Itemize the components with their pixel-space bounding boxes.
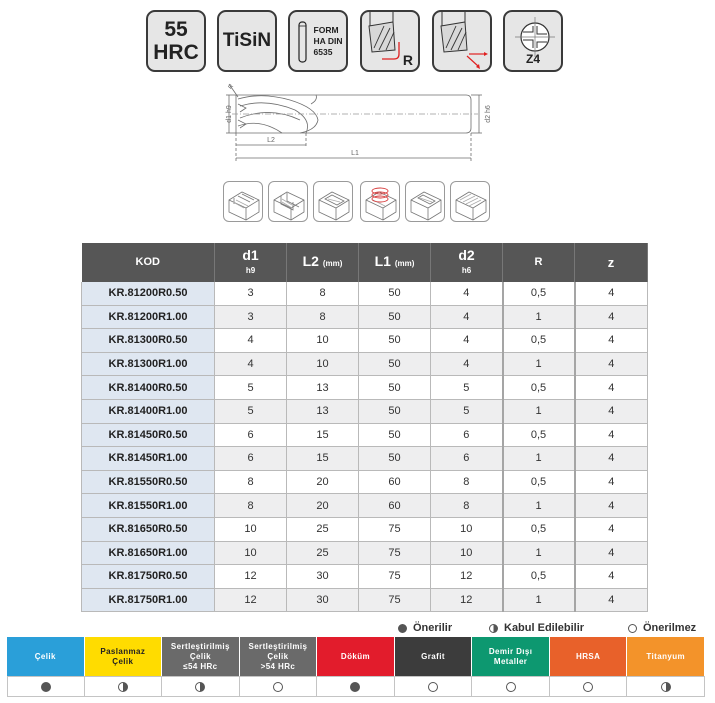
corner-radius-label: R (402, 52, 413, 68)
cell-kod: KR.81450R0.50 (82, 423, 215, 447)
empty-circle-icon (428, 682, 438, 692)
header-d2 (431, 243, 503, 282)
header-z: z (575, 243, 648, 282)
product-spec-table (81, 243, 648, 612)
cell-z: 4 (575, 376, 648, 400)
header-d2-tolerance: h6 (461, 265, 472, 275)
cell-z: 4 (575, 588, 648, 612)
radius-label: R (227, 83, 236, 91)
cell-kod: KR.81550R1.00 (82, 494, 215, 518)
cell-d2: 12 (431, 588, 503, 612)
material-header: Çelik (7, 637, 85, 676)
half-circle-icon (195, 682, 205, 692)
cell-l1: 75 (359, 588, 431, 612)
face-milling-icon (450, 181, 490, 222)
table-row (82, 423, 648, 447)
cell-l1: 75 (359, 517, 431, 541)
plunge-milling-icon (405, 181, 445, 222)
cell-d1: 10 (215, 541, 287, 565)
cell-d2: 10 (431, 517, 503, 541)
header-l1 (359, 243, 431, 282)
table-header-row (82, 243, 648, 282)
header-kod: KOD (82, 243, 215, 282)
material-rating-cell (85, 676, 163, 697)
cell-d1: 12 (215, 565, 287, 589)
table-row (82, 565, 648, 589)
cell-l1: 50 (359, 399, 431, 423)
table-row (82, 588, 648, 612)
cell-d2: 5 (431, 399, 503, 423)
full-circle-icon (398, 624, 407, 633)
cell-d2: 8 (431, 470, 503, 494)
cell-l1: 50 (359, 352, 431, 376)
header-l2 (287, 243, 359, 282)
half-circle-icon (118, 682, 128, 692)
header-d1-label: d1 (242, 246, 259, 263)
header-d1-tolerance: h9 (245, 265, 256, 275)
shank-form-badge (288, 10, 348, 72)
coating-badge (217, 10, 277, 72)
legend-not-recommended-label: Önerilmez (643, 622, 697, 634)
cell-d1: 8 (215, 470, 287, 494)
hardness-unit: HRC (153, 41, 199, 64)
cell-z: 4 (575, 282, 648, 305)
cell-l2: 20 (287, 494, 359, 518)
table-row (82, 399, 648, 423)
cell-kod: KR.81300R1.00 (82, 352, 215, 376)
cell-d2: 6 (431, 423, 503, 447)
milling-direction-badge (432, 10, 492, 72)
flutes-label: Z4 (525, 52, 540, 66)
cell-d2: 4 (431, 305, 503, 329)
cell-d1: 6 (215, 423, 287, 447)
cell-d1: 12 (215, 588, 287, 612)
helical-milling-icon (360, 181, 400, 222)
cell-z: 4 (575, 352, 648, 376)
cell-z: 4 (575, 399, 648, 423)
cell-z: 4 (575, 447, 648, 471)
cell-l1: 50 (359, 329, 431, 353)
cell-z: 4 (575, 517, 648, 541)
header-d2-label: d2 (458, 246, 475, 263)
cell-l1: 60 (359, 470, 431, 494)
d2-label: d2 h6 (485, 105, 492, 123)
material-rating-cell (550, 676, 628, 697)
pocket-milling-icon (313, 181, 353, 222)
cell-d1: 3 (215, 305, 287, 329)
cell-d2: 8 (431, 494, 503, 518)
material-header: HRSA (550, 637, 628, 676)
cell-l1: 50 (359, 282, 431, 305)
cell-kod: KR.81750R1.00 (82, 588, 215, 612)
cell-z: 4 (575, 565, 648, 589)
cell-r: 0,5 (503, 517, 575, 541)
material-rating-cell (240, 676, 318, 697)
cell-d2: 10 (431, 541, 503, 565)
cell-kod: KR.81450R1.00 (82, 447, 215, 471)
cell-d1: 6 (215, 447, 287, 471)
slot-milling-icon (268, 181, 308, 222)
material-header: Sertleştirilmiş Çelik ≤54 HRc (162, 637, 240, 676)
header-l2-unit: (mm) (322, 259, 343, 268)
table-row (82, 517, 648, 541)
legend-acceptable-label: Kabul Edilebilir (504, 622, 585, 634)
half-circle-icon (661, 682, 671, 692)
cell-l2: 30 (287, 588, 359, 612)
cell-r: 0,5 (503, 376, 575, 400)
coating-label: TiSiN (222, 30, 272, 51)
cell-r: 0,5 (503, 329, 575, 353)
cell-r: 0,5 (503, 423, 575, 447)
cell-r: 1 (503, 305, 575, 329)
half-circle-icon (489, 624, 498, 633)
cell-kod: KR.81650R1.00 (82, 541, 215, 565)
cell-r: 1 (503, 588, 575, 612)
cell-d1: 8 (215, 494, 287, 518)
cell-z: 4 (575, 423, 648, 447)
l1-label: L1 (351, 150, 359, 157)
header-l2-label: L2 (302, 253, 319, 269)
header-d1 (215, 243, 287, 282)
material-suitability-grid (7, 637, 705, 697)
material-header: Titanyum (627, 637, 705, 676)
form-line3: 6535 (313, 46, 333, 57)
cell-z: 4 (575, 305, 648, 329)
hardness-badge (146, 10, 206, 72)
cell-kod: KR.81650R0.50 (82, 517, 215, 541)
cell-r: 1 (503, 352, 575, 376)
table-row (82, 305, 648, 329)
cell-l2: 25 (287, 517, 359, 541)
cell-l1: 50 (359, 447, 431, 471)
material-header: Demir Dışı Metaller (472, 637, 550, 676)
hardness-value: 55 (164, 18, 188, 41)
cell-d1: 5 (215, 399, 287, 423)
cell-z: 4 (575, 329, 648, 353)
table-row (82, 352, 648, 376)
table-row (82, 282, 648, 305)
side-milling-cutter-icon (434, 12, 494, 74)
table-row (82, 494, 648, 518)
full-circle-icon (41, 682, 51, 692)
cell-d2: 4 (431, 352, 503, 376)
cell-l2: 13 (287, 399, 359, 423)
cell-z: 4 (575, 541, 648, 565)
cell-z: 4 (575, 470, 648, 494)
empty-circle-icon (506, 682, 516, 692)
material-rating-cell (162, 676, 240, 697)
legend-recommended-label: Önerilir (413, 622, 453, 634)
cylindrical-shank-icon (290, 12, 350, 74)
cell-r: 1 (503, 541, 575, 565)
cell-l2: 8 (287, 305, 359, 329)
material-rating-cell (7, 676, 85, 697)
material-rating-cell (472, 676, 550, 697)
cell-kod: KR.81200R0.50 (82, 282, 215, 305)
corner-radius-badge (360, 10, 420, 72)
cell-d1: 10 (215, 517, 287, 541)
cell-d1: 4 (215, 329, 287, 353)
cell-l2: 15 (287, 447, 359, 471)
cell-l1: 50 (359, 305, 431, 329)
form-line2: HA DIN (313, 35, 343, 46)
empty-circle-icon (628, 624, 637, 633)
full-circle-icon (350, 682, 360, 692)
material-rating-cell (395, 676, 473, 697)
cell-l1: 75 (359, 565, 431, 589)
shoulder-milling-icon (223, 181, 263, 222)
material-header: Sertleştirilmiş Çelik >54 HRc (240, 637, 318, 676)
material-header: Döküm (317, 637, 395, 676)
cell-kod: KR.81550R0.50 (82, 470, 215, 494)
empty-circle-icon (583, 682, 593, 692)
header-r: R (503, 243, 575, 282)
legend-acceptable (489, 620, 584, 636)
table-row (82, 376, 648, 400)
cell-d2: 12 (431, 565, 503, 589)
d1-label: d1 h9 (226, 105, 233, 123)
cell-d2: 5 (431, 376, 503, 400)
cell-r: 1 (503, 399, 575, 423)
cell-l2: 10 (287, 329, 359, 353)
cell-l1: 75 (359, 541, 431, 565)
cell-d2: 4 (431, 282, 503, 305)
cell-l2: 30 (287, 565, 359, 589)
cell-l2: 13 (287, 376, 359, 400)
cell-l1: 50 (359, 423, 431, 447)
corner-radius-cutter-icon (362, 12, 422, 74)
legend-not-recommended (628, 620, 696, 636)
header-l1-unit: (mm) (394, 259, 415, 268)
material-rating-cell (627, 676, 705, 697)
material-rating-cell (317, 676, 395, 697)
cell-r: 0,5 (503, 282, 575, 305)
cell-l1: 60 (359, 494, 431, 518)
cell-d1: 5 (215, 376, 287, 400)
cell-l2: 8 (287, 282, 359, 305)
cell-kod: KR.81400R1.00 (82, 399, 215, 423)
cell-r: 1 (503, 494, 575, 518)
end-mill-drawing (200, 80, 500, 165)
material-header: Paslanmaz Çelik (85, 637, 163, 676)
cell-r: 0,5 (503, 470, 575, 494)
l2-label: L2 (267, 137, 275, 144)
cell-r: 1 (503, 447, 575, 471)
cell-d2: 4 (431, 329, 503, 353)
cell-l2: 10 (287, 352, 359, 376)
cell-l2: 25 (287, 541, 359, 565)
empty-circle-icon (273, 682, 283, 692)
table-row (82, 329, 648, 353)
table-row (82, 447, 648, 471)
cell-l2: 20 (287, 470, 359, 494)
header-l1-label: L1 (374, 253, 391, 269)
legend-recommended (398, 620, 452, 636)
cell-d2: 6 (431, 447, 503, 471)
cell-kod: KR.81200R1.00 (82, 305, 215, 329)
cell-kod: KR.81400R0.50 (82, 376, 215, 400)
material-header: Grafit (395, 637, 473, 676)
cell-l2: 15 (287, 423, 359, 447)
cell-kod: KR.81300R0.50 (82, 329, 215, 353)
table-row (82, 541, 648, 565)
cell-d1: 3 (215, 282, 287, 305)
cell-l1: 50 (359, 376, 431, 400)
flutes-badge (503, 10, 563, 72)
cell-r: 0,5 (503, 565, 575, 589)
cell-kod: KR.81750R0.50 (82, 565, 215, 589)
cell-z: 4 (575, 494, 648, 518)
table-row (82, 470, 648, 494)
form-line1: FORM (313, 24, 339, 35)
cell-d1: 4 (215, 352, 287, 376)
